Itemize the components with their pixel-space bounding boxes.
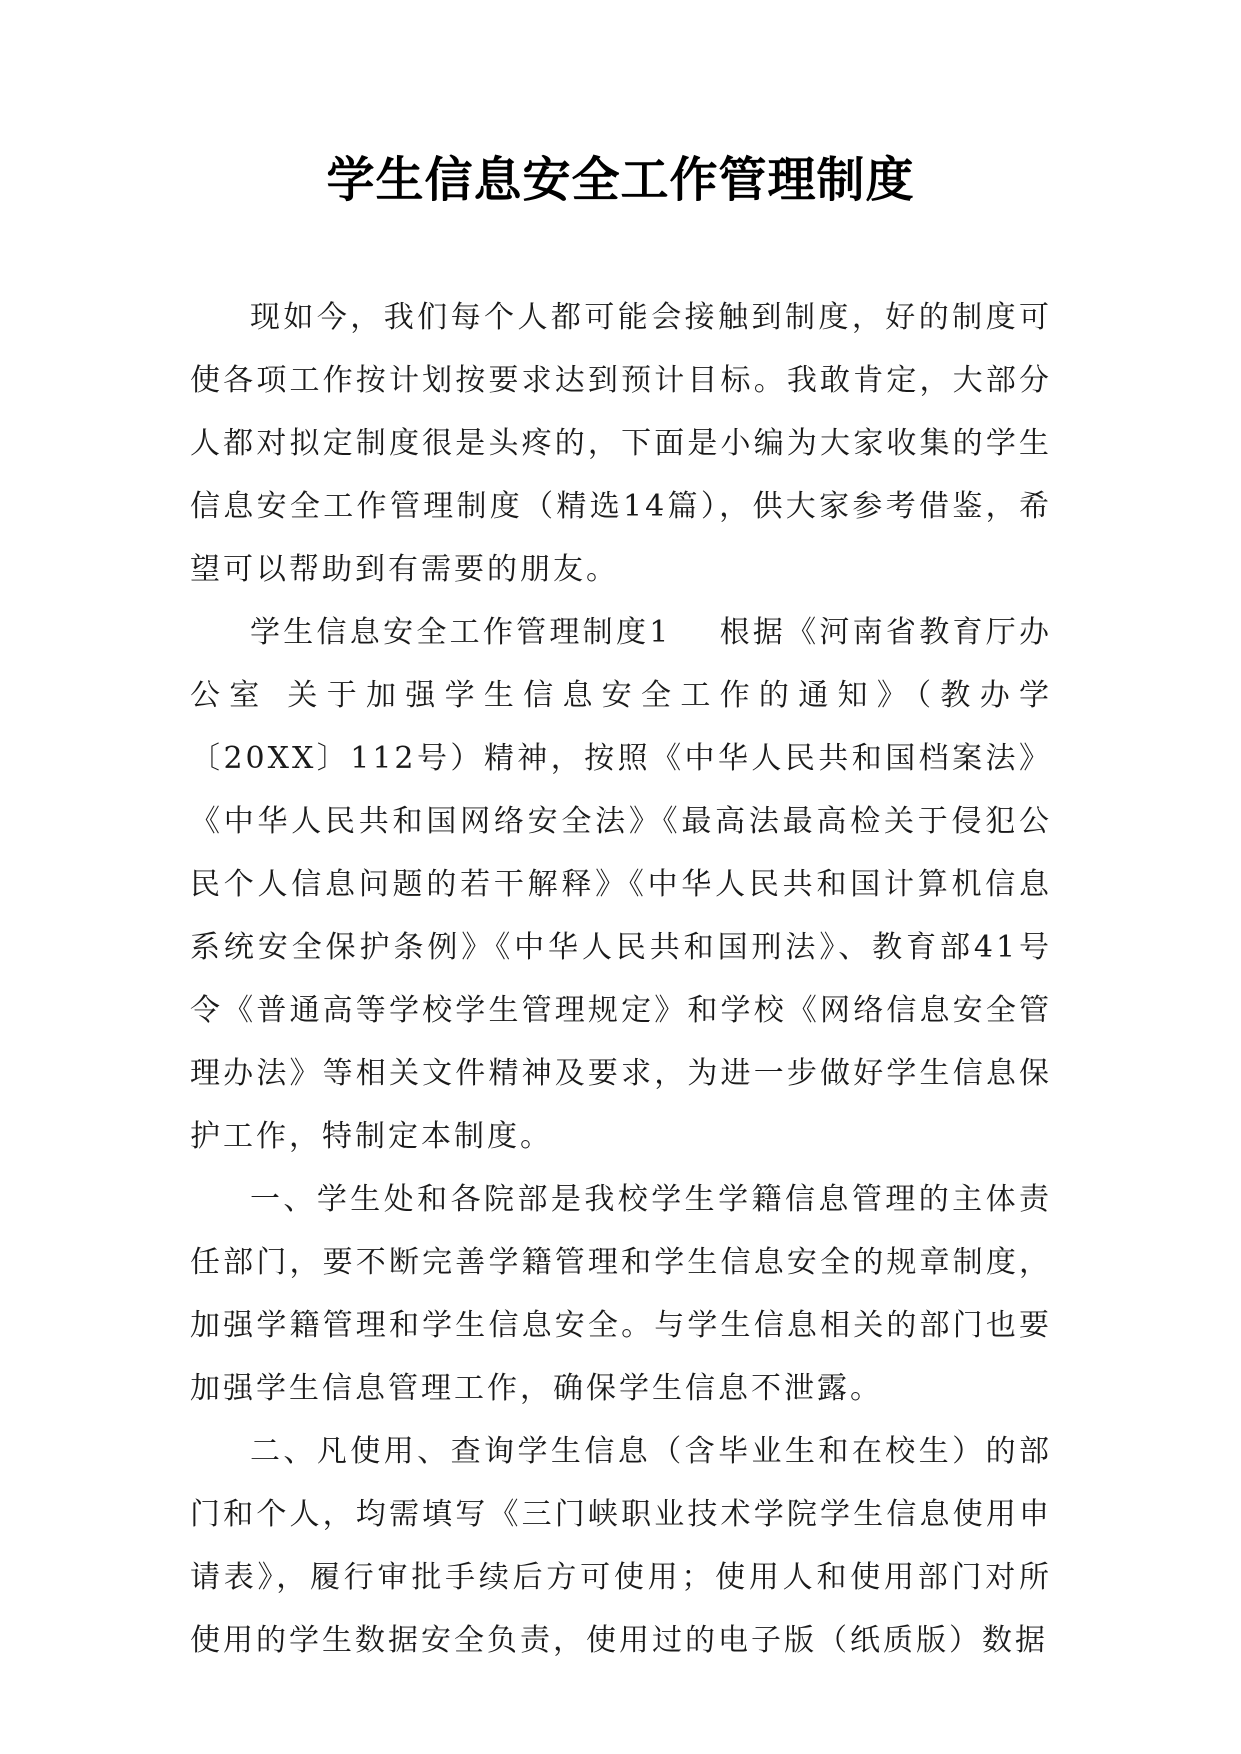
item-2-paragraph: 二、凡使用、查询学生信息（含毕业生和在校生）的部门和个人，均需填写《三门峡职业技术学院学生信息使用申请表》，履行审批手续后方可使用；使用人和使用部门对所使用的学生数据安全负责，使用过的电子版（纸质版）数据 (190, 1434, 1052, 1658)
section-1-paragraph (190, 601, 1052, 1168)
section-1-body: 根据《河南省教育厅办公室 关于加强学生信息安全工作的通知》（教办学〔20XX〕112号）精神，按照《中华人民共和国档案法》《中华人民共和国网络安全法》《最高法最高检关于侵犯公民个人信息问题的若干解释》《中华人民共和国计算机信息系统安全保护条例》《中华人民共和国刑法》、教育部41号令《普通高等学校学生管理规定》和学校《网络信息安全管理办法》等相关文件精神及要求，为进一步做好学生信息保护工作，特制定本制度。 (190, 615, 1052, 1154)
document-body (190, 286, 1052, 1672)
intro-paragraph: 现如今，我们每个人都可能会接触到制度，好的制度可使各项工作按计划按要求达到预计目标。我敢肯定，大部分人都对拟定制度很是头疼的，下面是小编为大家收集的学生信息安全工作管理制度（精选14篇），供大家参考借鉴，希望可以帮助到有需要的朋友。 (190, 300, 1052, 587)
item-1-paragraph: 一、学生处和各院部是我校学生学籍信息管理的主体责任部门，要不断完善学籍管理和学生信息安全的规章制度，加强学籍管理和学生信息安全。与学生信息相关的部门也要加强学生信息管理工作，确保学生信息不泄露。 (190, 1182, 1052, 1406)
document-title: 学生信息安全工作管理制度 (326, 152, 915, 208)
section-1-heading: 学生信息安全工作管理制度1 (250, 615, 672, 650)
